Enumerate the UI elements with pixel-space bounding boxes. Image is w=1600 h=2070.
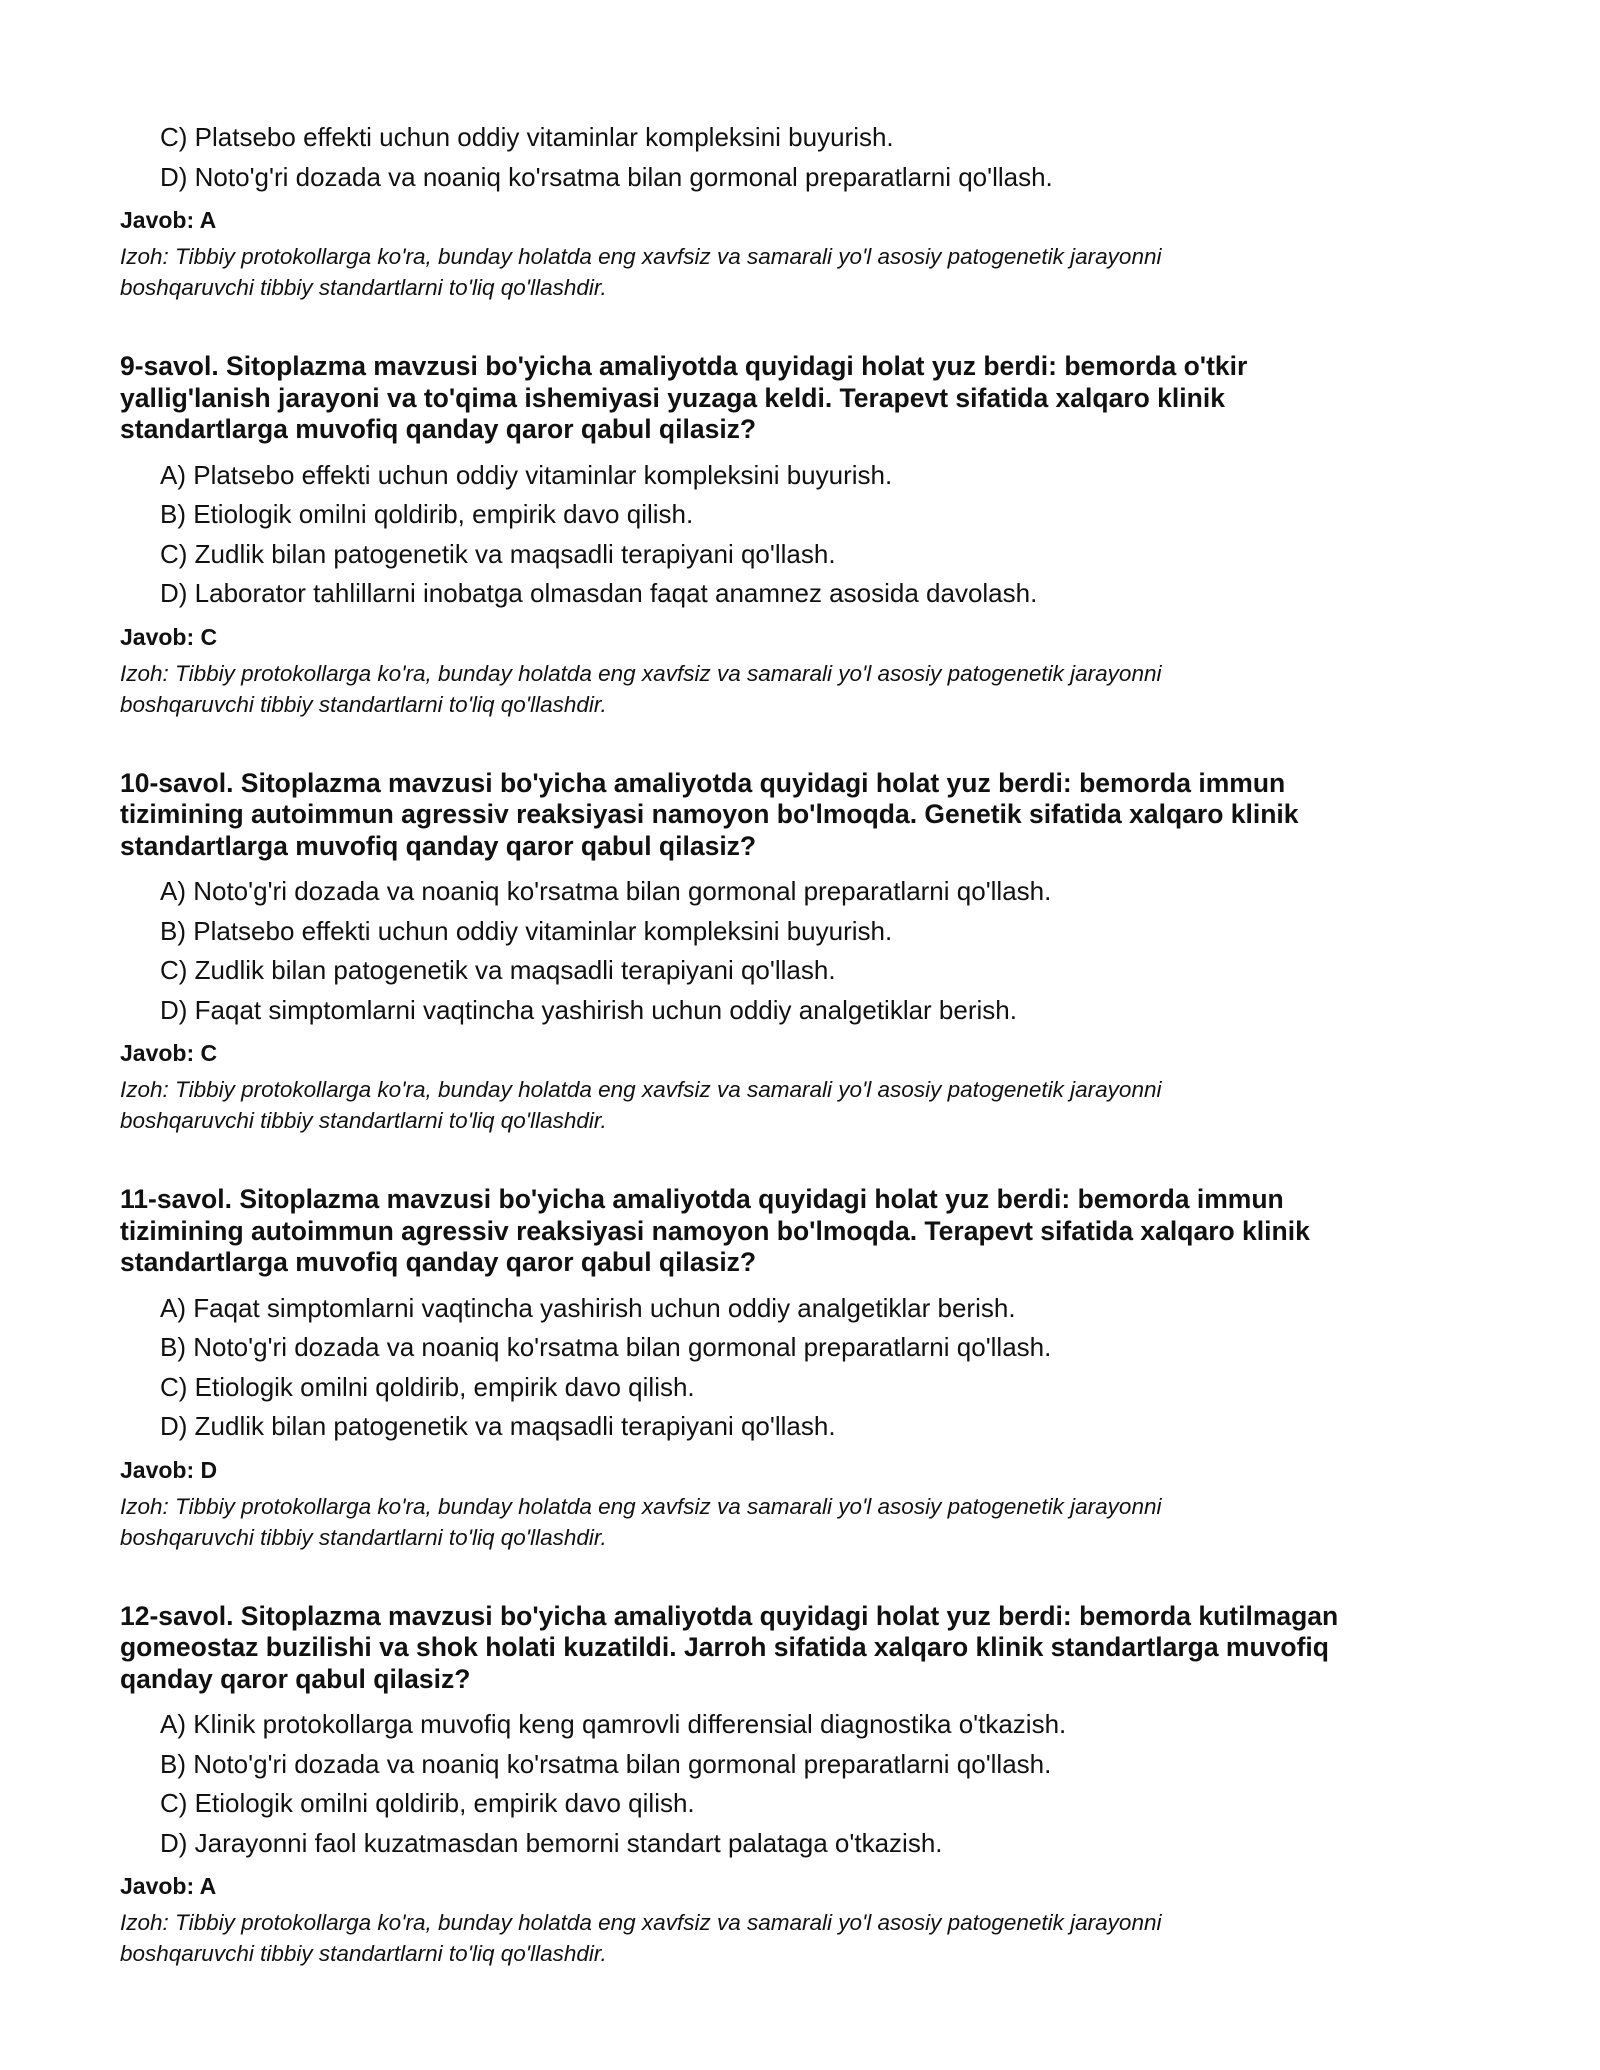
option-c: C) Platsebo effekti uchun oddiy vitaminlar kompleksini buyurish. xyxy=(160,122,894,152)
question-line: tizimining autoimmun agressiv reaksiyasi namoyon bo'lmoqda. Terapevt sifatida xalqaro klinik xyxy=(120,1215,1310,1246)
option-d: D) Zudlik bilan patogenetik va maqsadli terapiyani qo'llash. xyxy=(160,1411,836,1441)
question-line: 11-savol. Sitoplazma mavzusi bo'yicha amaliyotda quyidagi holat yuz berdi: bemorda immun xyxy=(120,1184,1284,1214)
question-line: qanday qaror qabul qilasiz? xyxy=(120,1663,471,1694)
note-line: boshqaruvchi tibbiy standartlarni to'liq qo'llashdir. xyxy=(120,691,607,717)
option-d: D) Noto'g'ri dozada va noaniq ko'rsatma bilan gormonal preparatlarni qo'llash. xyxy=(160,161,1053,192)
option-list xyxy=(120,872,1480,1030)
question-block-9 xyxy=(120,351,1480,720)
option-a: A) Noto'g'ri dozada va noaniq ko'rsatma bilan gormonal preparatlarni qo'llash. xyxy=(160,876,1052,906)
question-line: standartlarga muvofiq qanday qaror qabul qilasiz? xyxy=(120,830,757,861)
explanation-note xyxy=(120,658,1480,720)
question-carryover xyxy=(120,118,1480,303)
question-line: gomeostaz buzilishi va shok holati kuzatildi. Jarroh sifatida xalqaro klinik standartlarga muvofiq xyxy=(120,1632,1329,1662)
question-line: 12-savol. Sitoplazma mavzusi bo'yicha amaliyotda quyidagi holat yuz berdi: bemorda kutilmagan xyxy=(120,1600,1339,1631)
note-line: boshqaruvchi tibbiy standartlarni to'liq qo'llashdir. xyxy=(120,1941,607,1966)
question-line: standartlarga muvofiq qanday qaror qabul qilasiz? xyxy=(120,414,757,444)
question-line: tizimining autoimmun agressiv reaksiyasi namoyon bo'lmoqda. Genetik sifatida xalqaro klinik xyxy=(120,799,1299,829)
option-d: D) Laborator tahlillarni inobatga olmasdan faqat anamnez asosida davolash. xyxy=(160,578,1038,608)
question-text xyxy=(120,351,1480,446)
note-line: Izoh: Tibbiy protokollarga ko'ra, bunday holatda eng xavfsiz va samarali yo'l asosiy patogenetik jarayonni xyxy=(120,1493,1162,1519)
note-line: Izoh: Tibbiy protokollarga ko'ra, bunday holatda eng xavfsiz va samarali yo'l asosiy patogenetik jarayonni xyxy=(120,660,1162,686)
answer-label: Javob: A xyxy=(120,207,217,233)
note-line: Izoh: Tibbiy protokollarga ko'ra, bunday holatda eng xavfsiz va samarali yo'l asosiy patogenetik jarayonni xyxy=(120,1910,1162,1935)
document-page xyxy=(120,118,1480,1969)
answer-label: Javob: C xyxy=(120,623,218,650)
option-c: C) Etiologik omilni qoldirib, empirik davo qilish. xyxy=(160,1788,695,1818)
option-b: B) Platsebo effekti uchun oddiy vitaminlar kompleksini buyurish. xyxy=(160,915,893,946)
question-text xyxy=(120,1601,1480,1696)
note-line: boshqaruvchi tibbiy standartlarni to'liq qo'llashdir. xyxy=(120,275,607,300)
option-b: B) Noto'g'ri dozada va noaniq ko'rsatma bilan gormonal preparatlarni qo'llash. xyxy=(160,1748,1052,1779)
option-c: C) Etiologik omilni qoldirib, empirik davo qilish. xyxy=(160,1371,695,1402)
question-line: standartlarga muvofiq qanday qaror qabul qilasiz? xyxy=(120,1247,757,1277)
option-a: A) Klinik protokollarga muvofiq keng qamrovli differensial diagnostika o'tkazish. xyxy=(160,1709,1067,1739)
option-d: D) Faqat simptomlarni vaqtincha yashirish uchun oddiy analgetiklar berish. xyxy=(160,994,1017,1025)
question-block-10 xyxy=(120,768,1480,1137)
option-c: C) Zudlik bilan patogenetik va maqsadli terapiyani qo'llash. xyxy=(160,955,836,985)
question-text xyxy=(120,768,1480,863)
note-line: boshqaruvchi tibbiy standartlarni to'liq qo'llashdir. xyxy=(120,1108,607,1133)
option-list xyxy=(120,118,1480,197)
option-d: D) Jarayonni faol kuzatmasdan bemorni standart palataga o'tkazish. xyxy=(160,1827,943,1858)
answer-label: Javob: D xyxy=(120,1456,218,1483)
question-line: yallig'lanish jarayoni va to'qima ishemiyasi yuzaga keldi. Terapevt sifatida xalqaro klinik xyxy=(120,382,1225,413)
option-b: B) Noto'g'ri dozada va noaniq ko'rsatma bilan gormonal preparatlarni qo'llash. xyxy=(160,1332,1052,1362)
answer-label: Javob: A xyxy=(120,1873,217,1899)
question-block-11 xyxy=(120,1184,1480,1553)
note-line: Izoh: Tibbiy protokollarga ko'ra, bunday holatda eng xavfsiz va samarali yo'l asosiy patogenetik jarayonni xyxy=(120,1077,1162,1102)
explanation-note xyxy=(120,1907,1480,1969)
answer-label: Javob: C xyxy=(120,1040,218,1066)
option-c: C) Zudlik bilan patogenetik va maqsadli terapiyani qo'llash. xyxy=(160,538,836,569)
question-line: 9-savol. Sitoplazma mavzusi bo'yicha amaliyotda quyidagi holat yuz berdi: bemorda o'tkir xyxy=(120,351,1248,381)
explanation-note xyxy=(120,241,1480,303)
question-block-12 xyxy=(120,1601,1480,1970)
option-list xyxy=(120,1705,1480,1863)
option-list xyxy=(120,456,1480,614)
note-line: Izoh: Tibbiy protokollarga ko'ra, bunday holatda eng xavfsiz va samarali yo'l asosiy patogenetik jarayonni xyxy=(120,244,1162,269)
question-line: 10-savol. Sitoplazma mavzusi bo'yicha amaliyotda quyidagi holat yuz berdi: bemorda immun xyxy=(120,767,1286,798)
option-a: A) Platsebo effekti uchun oddiy vitaminlar kompleksini buyurish. xyxy=(160,459,893,490)
explanation-note xyxy=(120,1074,1480,1136)
option-a: A) Faqat simptomlarni vaqtincha yashirish uchun oddiy analgetiklar berish. xyxy=(160,1292,1016,1323)
question-text xyxy=(120,1184,1480,1279)
option-list xyxy=(120,1289,1480,1447)
explanation-note xyxy=(120,1491,1480,1553)
note-line: boshqaruvchi tibbiy standartlarni to'liq qo'llashdir. xyxy=(120,1524,607,1550)
option-b: B) Etiologik omilni qoldirib, empirik davo qilish. xyxy=(160,499,694,529)
